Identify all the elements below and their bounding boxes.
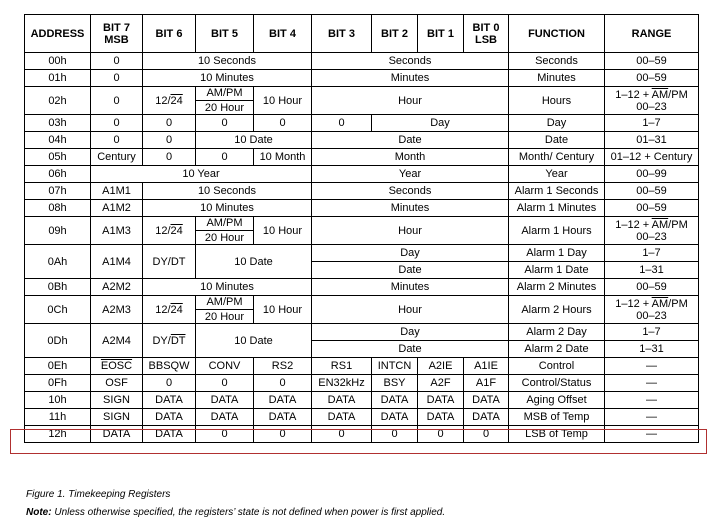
- range-text: 00–23: [636, 309, 667, 322]
- bit-cell: RS2: [254, 358, 312, 375]
- bit-field-cell: Date: [312, 341, 509, 358]
- bit-field-cell: Day: [372, 115, 509, 132]
- bit-text: 12/: [155, 303, 171, 316]
- range-text: /PM: [668, 297, 688, 310]
- bit-cell: 0: [91, 132, 143, 149]
- bit-cell: A2IE: [418, 358, 464, 375]
- bit-cell: 10 Hour: [254, 87, 312, 115]
- bit-cell: [143, 324, 196, 358]
- bit-field-cell: 10 Seconds: [143, 183, 312, 200]
- table-row: [25, 296, 699, 324]
- bit-cell: BBSQW: [143, 358, 196, 375]
- function-cell: Seconds: [509, 53, 605, 70]
- bit-field-cell: Year: [312, 166, 509, 183]
- bit-cell: DATA: [91, 426, 143, 443]
- bit-field-cell: Seconds: [312, 183, 509, 200]
- address-cell: 11h: [25, 409, 91, 426]
- function-cell: Day: [509, 115, 605, 132]
- range-text: 1–12 +: [615, 88, 652, 101]
- bit-cell: A1M4: [91, 245, 143, 279]
- bit-field-cell: Hour: [312, 217, 509, 245]
- range-text-overline: $\overline{AM}$: [651, 88, 669, 101]
- bit-cell: 0: [418, 426, 464, 443]
- bit-cell: BSY: [372, 375, 418, 392]
- bit-field-cell: 10 Seconds: [143, 53, 312, 70]
- range-cell: 1–7: [605, 324, 699, 341]
- bit-field-cell: 10 Date: [196, 132, 312, 149]
- header-range: RANGE: [605, 15, 699, 53]
- header-bit7: BIT 7 MSB: [91, 15, 143, 53]
- bit-cell: [196, 87, 254, 115]
- bit-cell: SIGN: [91, 409, 143, 426]
- bit-field-cell: Day: [312, 324, 509, 341]
- bit-field-cell: 10 Minutes: [143, 70, 312, 87]
- table-row: [25, 392, 699, 409]
- bit-cell: 0: [254, 115, 312, 132]
- bit-cell: DATA: [312, 392, 372, 409]
- address-cell: 0Fh: [25, 375, 91, 392]
- header-bit2: BIT 2: [372, 15, 418, 53]
- timekeeping-registers-table: [24, 14, 699, 443]
- note-label: Note:: [26, 507, 52, 518]
- bit-cell: 0: [143, 149, 196, 166]
- bit-cell: DATA: [143, 392, 196, 409]
- bit-cell: A2F: [418, 375, 464, 392]
- bit-field-cell: 10 Minutes: [143, 200, 312, 217]
- bit-cell: A1IE: [464, 358, 509, 375]
- bit-text: 12/: [155, 224, 171, 237]
- table-row: [25, 166, 699, 183]
- table-row: [25, 200, 699, 217]
- bit-cell: DATA: [372, 392, 418, 409]
- header-bit1: BIT 1: [418, 15, 464, 53]
- function-cell: Control: [509, 358, 605, 375]
- bit-cell: 0: [91, 87, 143, 115]
- range-cell: —: [605, 392, 699, 409]
- bit-cell: 0: [196, 375, 254, 392]
- bit-text-overline: 24: [170, 303, 183, 316]
- bit-text: /PM: [222, 296, 243, 308]
- address-cell: 0Ch: [25, 296, 91, 324]
- bit-cell: DATA: [372, 409, 418, 426]
- table-row: [25, 53, 699, 70]
- range-cell: 00–59: [605, 70, 699, 87]
- bit-text: 20 Hour: [196, 100, 253, 114]
- bit-cell: CONV: [196, 358, 254, 375]
- bit-text-overline: 24: [170, 224, 183, 237]
- bit-cell: [196, 217, 254, 245]
- range-cell: 1–7: [605, 245, 699, 262]
- bit-cell: 10 Hour: [254, 296, 312, 324]
- bit-cell: EOSC: [91, 358, 143, 375]
- address-cell: 05h: [25, 149, 91, 166]
- range-cell: 00–59: [605, 279, 699, 296]
- bit-cell: DATA: [418, 409, 464, 426]
- function-cell: Alarm 1 Date: [509, 262, 605, 279]
- header-bit4: BIT 4: [254, 15, 312, 53]
- range-text: 1–12 +: [615, 297, 652, 310]
- bit-cell: A2M3: [91, 296, 143, 324]
- table-row: [25, 183, 699, 200]
- bit-cell: 0: [91, 70, 143, 87]
- bit-cell: A2M4: [91, 324, 143, 358]
- table-row: [25, 87, 699, 115]
- bit-cell: 0: [254, 426, 312, 443]
- range-cell: 00–59: [605, 183, 699, 200]
- bit-cell: 0: [464, 426, 509, 443]
- bit-cell: DATA: [254, 409, 312, 426]
- range-text-overline: $\overline{AM}$: [651, 218, 669, 231]
- range-text: 00–23: [636, 100, 667, 113]
- bit-cell: 0: [196, 115, 254, 132]
- bit-cell: A2M2: [91, 279, 143, 296]
- bit-text-overline: $\overline{DT}$: [170, 334, 186, 347]
- bit-field-cell: Hour: [312, 87, 509, 115]
- bit-cell: DATA: [143, 426, 196, 443]
- bit-field-cell: 10 Minutes: [143, 279, 312, 296]
- bit-cell: [143, 87, 196, 115]
- function-cell: Alarm 2 Date: [509, 341, 605, 358]
- bit-cell: DATA: [312, 409, 372, 426]
- bit-cell: 0: [143, 375, 196, 392]
- bit-cell: 10 Month: [254, 149, 312, 166]
- bit-cell: SIGN: [91, 392, 143, 409]
- function-cell: Year: [509, 166, 605, 183]
- address-cell: 04h: [25, 132, 91, 149]
- address-cell: 0Bh: [25, 279, 91, 296]
- bit-text-overline: $\overline{AM}$: [206, 87, 223, 99]
- bit-text: 20 Hour: [196, 230, 253, 244]
- function-cell: Minutes: [509, 70, 605, 87]
- address-cell: 0Dh: [25, 324, 91, 358]
- table-row: [25, 375, 699, 392]
- table-row: [25, 217, 699, 245]
- bit-text: /PM: [222, 217, 243, 229]
- function-cell: Aging Offset: [509, 392, 605, 409]
- range-cell: —: [605, 375, 699, 392]
- function-cell: LSB of Temp: [509, 426, 605, 443]
- bit-cell: 0: [254, 375, 312, 392]
- function-cell: Alarm 2 Hours: [509, 296, 605, 324]
- bit-cell: 0: [143, 132, 196, 149]
- address-cell: 06h: [25, 166, 91, 183]
- bit-cell: DATA: [418, 392, 464, 409]
- register-table-container: [24, 14, 699, 443]
- function-cell: Hours: [509, 87, 605, 115]
- range-cell: 1–31: [605, 341, 699, 358]
- bit-cell: A1M2: [91, 200, 143, 217]
- header-bit5: BIT 5: [196, 15, 254, 53]
- function-cell: Alarm 2 Minutes: [509, 279, 605, 296]
- bit-field-cell: Month: [312, 149, 509, 166]
- bit-cell: A1M3: [91, 217, 143, 245]
- function-cell: Control/Status: [509, 375, 605, 392]
- range-cell: 01–31: [605, 132, 699, 149]
- function-cell: Alarm 1 Day: [509, 245, 605, 262]
- range-cell: 01–12 + Century: [605, 149, 699, 166]
- bit-cell: DATA: [254, 392, 312, 409]
- address-cell: 0Ah: [25, 245, 91, 279]
- address-cell: 01h: [25, 70, 91, 87]
- header-function: FUNCTION: [509, 15, 605, 53]
- bit-cell: DATA: [143, 409, 196, 426]
- bit-cell: 0: [91, 53, 143, 70]
- bit-cell: DATA: [196, 409, 254, 426]
- function-cell: MSB of Temp: [509, 409, 605, 426]
- range-cell: 1–7: [605, 115, 699, 132]
- bit-field-cell: 10 Year: [91, 166, 312, 183]
- range-cell: 1–31: [605, 262, 699, 279]
- bit-cell: 0: [372, 426, 418, 443]
- function-cell: Alarm 2 Day: [509, 324, 605, 341]
- bit-field-cell: Day: [312, 245, 509, 262]
- bit-field-cell: Hour: [312, 296, 509, 324]
- table-row: [25, 324, 699, 341]
- table-row: [25, 409, 699, 426]
- table-row: [25, 245, 699, 262]
- function-cell: Alarm 1 Minutes: [509, 200, 605, 217]
- bit-cell: EN32kHz: [312, 375, 372, 392]
- range-cell: —: [605, 409, 699, 426]
- bit-field-cell: 10 Date: [196, 324, 312, 358]
- address-cell: 00h: [25, 53, 91, 70]
- bit-cell: DATA: [464, 392, 509, 409]
- bit-field-cell: Seconds: [312, 53, 509, 70]
- bit-cell: A1F: [464, 375, 509, 392]
- range-cell: [605, 296, 699, 324]
- bit-field-cell: Minutes: [312, 279, 509, 296]
- range-cell: 00–59: [605, 53, 699, 70]
- table-row: [25, 115, 699, 132]
- bit-text-overline: $\overline{AM}$: [206, 296, 223, 308]
- bit-text: DY/: [152, 334, 171, 347]
- bit-cell: 0: [312, 115, 372, 132]
- table-row: [25, 149, 699, 166]
- bit-field-cell: Date: [312, 262, 509, 279]
- header-bit0: BIT 0 LSB: [464, 15, 509, 53]
- bit-cell: 0: [143, 115, 196, 132]
- bit-text-overline: $\overline{AM}$: [206, 217, 223, 229]
- range-cell: —: [605, 426, 699, 443]
- header-address: ADDRESS: [25, 15, 91, 53]
- bit-text-overline: 24: [170, 94, 183, 107]
- function-cell: Month/ Century: [509, 149, 605, 166]
- address-cell: 03h: [25, 115, 91, 132]
- address-cell: 08h: [25, 200, 91, 217]
- header-row: [25, 15, 699, 53]
- address-cell: 0Eh: [25, 358, 91, 375]
- bit-cell: [196, 296, 254, 324]
- table-row: [25, 426, 699, 443]
- bit-cell: 10 Hour: [254, 217, 312, 245]
- bit-cell: OSF: [91, 375, 143, 392]
- function-cell: Date: [509, 132, 605, 149]
- function-cell: Alarm 1 Seconds: [509, 183, 605, 200]
- range-cell: [605, 217, 699, 245]
- table-row: [25, 70, 699, 87]
- bit-cell: Century: [91, 149, 143, 166]
- bit-cell: 0: [91, 115, 143, 132]
- table-row: [25, 132, 699, 149]
- bit-field-cell: Date: [312, 132, 509, 149]
- table-row: [25, 358, 699, 375]
- bit-cell: DATA: [196, 392, 254, 409]
- bit-cell: INTCN: [372, 358, 418, 375]
- range-text: 1–12 +: [615, 218, 652, 231]
- range-text-overline: $\overline{AM}$: [651, 297, 669, 310]
- range-cell: [605, 87, 699, 115]
- bit-text: 20 Hour: [196, 309, 253, 323]
- header-bit3: BIT 3: [312, 15, 372, 53]
- address-cell: 02h: [25, 87, 91, 115]
- bit-field-cell: Minutes: [312, 200, 509, 217]
- header-bit6: BIT 6: [143, 15, 196, 53]
- bit-text: 12/: [155, 94, 171, 107]
- range-cell: 00–59: [605, 200, 699, 217]
- bit-field-cell: Minutes: [312, 70, 509, 87]
- address-cell: 10h: [25, 392, 91, 409]
- figure-caption: Figure 1. Timekeeping Registers: [26, 489, 171, 500]
- note-text: Unless otherwise specified, the registers’ state is not defined when power is first applied.: [51, 507, 446, 518]
- footnote: [26, 507, 445, 518]
- bit-cell: A1M1: [91, 183, 143, 200]
- bit-cell: 0: [312, 426, 372, 443]
- bit-field-cell: 10 Date: [196, 245, 312, 279]
- range-text: /PM: [668, 88, 688, 101]
- bit-cell: DY/DT: [143, 245, 196, 279]
- address-cell: 09h: [25, 217, 91, 245]
- bit-cell: [143, 217, 196, 245]
- bit-cell: RS1: [312, 358, 372, 375]
- range-text: 00–23: [636, 230, 667, 243]
- range-cell: 00–99: [605, 166, 699, 183]
- range-cell: —: [605, 358, 699, 375]
- bit-cell: DATA: [464, 409, 509, 426]
- bit-cell: 0: [196, 426, 254, 443]
- bit-text: /PM: [222, 87, 243, 99]
- bit-cell: 0: [196, 149, 254, 166]
- address-cell: 12h: [25, 426, 91, 443]
- address-cell: 07h: [25, 183, 91, 200]
- bit-cell: [143, 296, 196, 324]
- table-row: [25, 279, 699, 296]
- range-text: /PM: [668, 218, 688, 231]
- function-cell: Alarm 1 Hours: [509, 217, 605, 245]
